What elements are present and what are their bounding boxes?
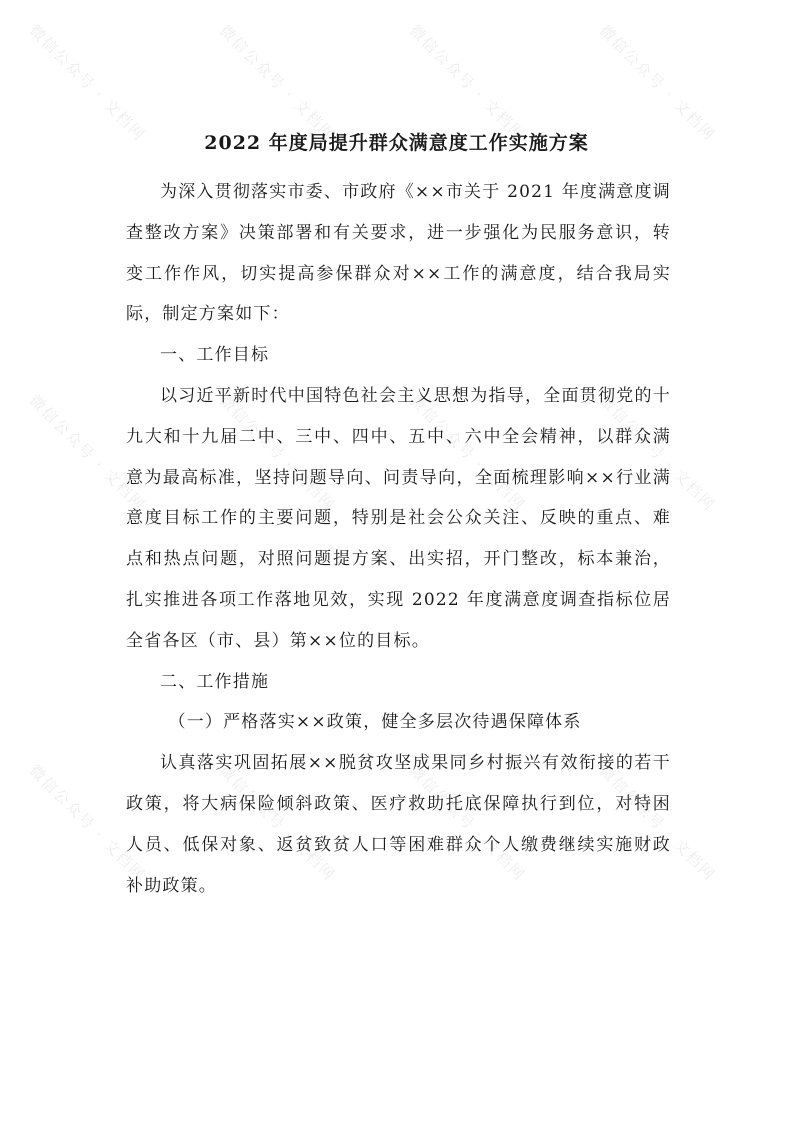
- watermark: 微信公众号 · 文档网: [215, 761, 340, 885]
- document-body: [126, 172, 671, 906]
- intro-paragraph: 为深入贯彻落实市委、市政府《××市关于 2021 年度满意度调查整改方案》决策部署和有关要求，进一步强化为民服务意识，转变工作作风，切实提高参保群众对××工作的满意度，结合我局实际，制定方案如下：: [126, 182, 671, 325]
- watermark: 微信公众号 · 文档网: [215, 391, 340, 515]
- watermark: 微信公众号 · 文档网: [215, 21, 340, 145]
- policy-paragraph: 认真落实巩固拓展××脱贫攻坚成果同乡村振兴有效衔接的若干政策，将大病保险倾斜政策、医疗救助托底保障执行到位，对特困人员、低保对象、返贫致贫人口等困难群众个人缴费继续实施财政补助政策。: [126, 753, 671, 896]
- watermark: 微信公众号 · 文档网: [595, 21, 720, 145]
- goals-paragraph: 以习近平新时代中国特色社会主义思想为指导，全面贯彻党的十九大和十九届二中、三中、四中、五中、六中全会精神，以群众满意为最高标准，坚持问题导向、问责导向，全面梳理影响××行业满意度目标工作的主要问题，特别是社会公众关注、反映的重点、难点和热点问题，对照问题提方案、出实招，开门整改，标本兼治，扎实推进各项工作落地见效，实现 2022 年度满意度调查指标位居全省各区（市、县）第××位的目标。: [126, 385, 671, 651]
- section-heading-measures: 二、工作措施: [160, 671, 270, 692]
- watermark: 微信公众号 · 文档网: [405, 21, 530, 145]
- section-heading-goals: 一、工作目标: [160, 345, 270, 366]
- watermark: 微信公众号 · 文档网: [405, 391, 530, 515]
- watermark: 微信公众号 · 文档网: [25, 391, 150, 515]
- subsection-heading-policy: （一）严格落实××政策，健全多层次待遇保障体系: [168, 712, 582, 733]
- document-title: 2022 年度局提升群众满意度工作实施方案: [204, 132, 589, 154]
- watermark: 微信公众号 · 文档网: [25, 761, 150, 885]
- watermark: 微信公众号 · 文档网: [405, 761, 530, 885]
- watermark: 微信公众号 · 文档网: [595, 761, 720, 885]
- watermark: 微信公众号 · 文档网: [595, 391, 720, 515]
- watermark: 微信公众号 · 文档网: [25, 21, 150, 145]
